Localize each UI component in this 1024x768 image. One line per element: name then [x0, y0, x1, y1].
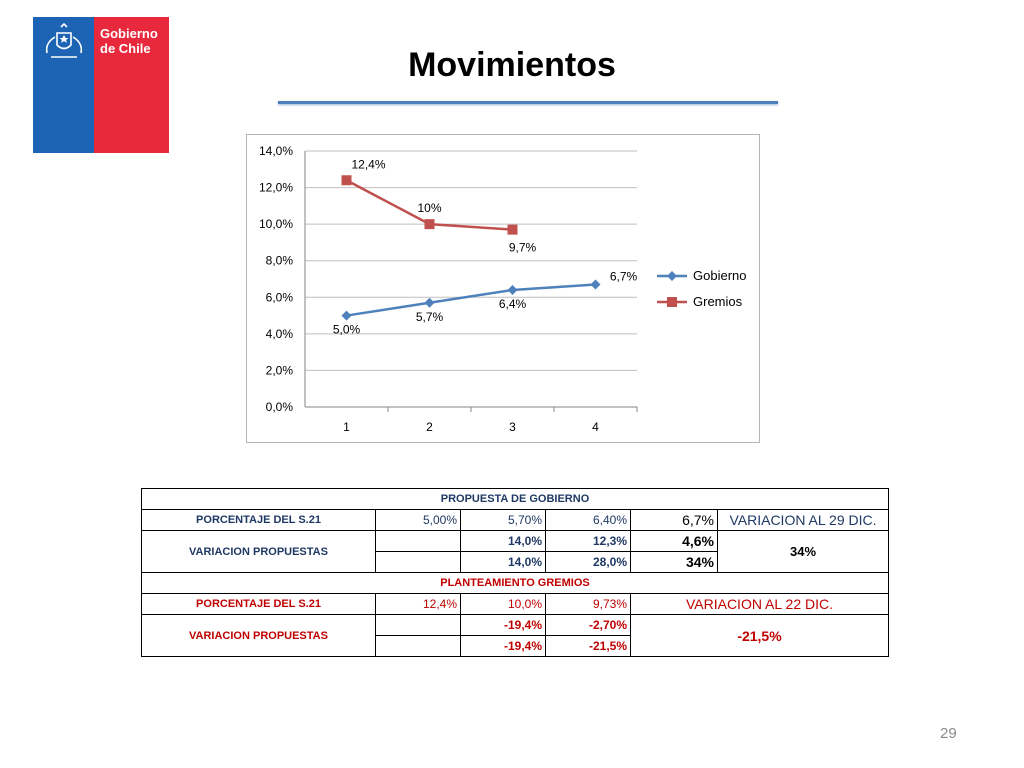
gobierno-de-chile-logo — [33, 17, 169, 153]
gre-row1-v2: 10,0% — [461, 594, 546, 615]
x-tick-label: 3 — [509, 420, 516, 434]
line-chart — [246, 134, 760, 443]
data-point — [508, 285, 518, 295]
table-row — [142, 531, 889, 552]
legend-label: Gobierno — [693, 268, 747, 283]
legend-label: Gremios — [693, 294, 743, 309]
series-line-gobierno — [347, 284, 596, 315]
y-tick-label: 14,0% — [258, 144, 293, 158]
line-chart-svg — [247, 135, 759, 442]
gre-var-a-v2: -19,4% — [461, 615, 546, 636]
gre-row1-label: PORCENTAJE DEL S.21 — [142, 594, 376, 615]
data-point — [342, 311, 352, 321]
data-point — [508, 225, 518, 235]
gre-row1-note: VARIACION AL 22 DIC. — [631, 594, 889, 615]
gre-var-total: -21,5% — [631, 615, 889, 657]
gob-var-b-v4: 34% — [631, 552, 718, 573]
gob-row1-v2: 5,70% — [461, 510, 546, 531]
x-tick-label: 2 — [426, 420, 433, 434]
logo-text-line2: de Chile — [100, 41, 151, 56]
data-point — [425, 219, 435, 229]
gob-var-b-v3: 28,0% — [546, 552, 631, 573]
gob-var-a-v1 — [376, 531, 461, 552]
legend-marker — [667, 271, 677, 281]
gob-row1-note: VARIACION AL 29 DIC. — [718, 510, 889, 531]
data-point — [425, 298, 435, 308]
table-row — [142, 573, 889, 594]
gob-row1-v1: 5,00% — [376, 510, 461, 531]
gre-header: PLANTEAMIENTO GREMIOS — [142, 573, 889, 594]
slide-title: Movimientos — [408, 46, 616, 84]
legend-marker — [667, 297, 677, 307]
data-label: 6,7% — [609, 269, 638, 284]
y-tick-label: 2,0% — [265, 363, 293, 378]
gob-var-a-v4: 4,6% — [631, 531, 718, 552]
gob-var-a-v3: 12,3% — [546, 531, 631, 552]
gre-var-b-v2: -19,4% — [461, 636, 546, 657]
table-row — [142, 594, 889, 615]
gob-row1-v3: 6,40% — [546, 510, 631, 531]
data-point — [591, 279, 601, 289]
gob-header: PROPUESTA DE GOBIERNO — [142, 489, 889, 510]
data-point — [342, 175, 352, 185]
data-label: 5,0% — [332, 322, 361, 337]
y-tick-label: 8,0% — [265, 253, 293, 268]
gob-var-b-v1 — [376, 552, 461, 573]
x-tick-label: 4 — [592, 420, 599, 434]
gre-var-a-v1 — [376, 615, 461, 636]
data-label: 9,7% — [508, 240, 537, 255]
gob-var-b-v2: 14,0% — [461, 552, 546, 573]
y-tick-label: 6,0% — [265, 290, 293, 305]
logo-text-line1: Gobierno — [100, 26, 158, 41]
gre-var-a-v3: -2,70% — [546, 615, 631, 636]
table-row — [142, 489, 889, 510]
gre-var-b-v3: -21,5% — [546, 636, 631, 657]
page-number: 29 — [940, 725, 957, 742]
y-tick-label: 12,0% — [258, 180, 293, 195]
data-label: 12,4% — [351, 157, 386, 172]
y-tick-label: 4,0% — [265, 326, 293, 341]
gob-row1-v4: 6,7% — [631, 510, 718, 531]
gob-row1-label: PORCENTAJE DEL S.21 — [142, 510, 376, 531]
data-label: 5,7% — [415, 309, 444, 324]
gre-row1-v3: 9,73% — [546, 594, 631, 615]
gre-var-b-v1 — [376, 636, 461, 657]
gob-var-total: 34% — [718, 531, 889, 573]
movements-table — [141, 488, 889, 657]
x-tick-label: 1 — [343, 420, 350, 434]
data-label: 6,4% — [498, 296, 527, 311]
gob-var-label: VARIACION PROPUESTAS — [142, 531, 376, 573]
title-underline — [278, 101, 778, 104]
table-row — [142, 510, 889, 531]
gre-row1-v1: 12,4% — [376, 594, 461, 615]
table-row — [142, 615, 889, 636]
y-tick-label: 0,0% — [265, 400, 293, 414]
gre-var-label: VARIACION PROPUESTAS — [142, 615, 376, 657]
y-tick-label: 10,0% — [258, 217, 293, 232]
gob-var-a-v2: 14,0% — [461, 531, 546, 552]
data-label: 10% — [417, 201, 442, 216]
